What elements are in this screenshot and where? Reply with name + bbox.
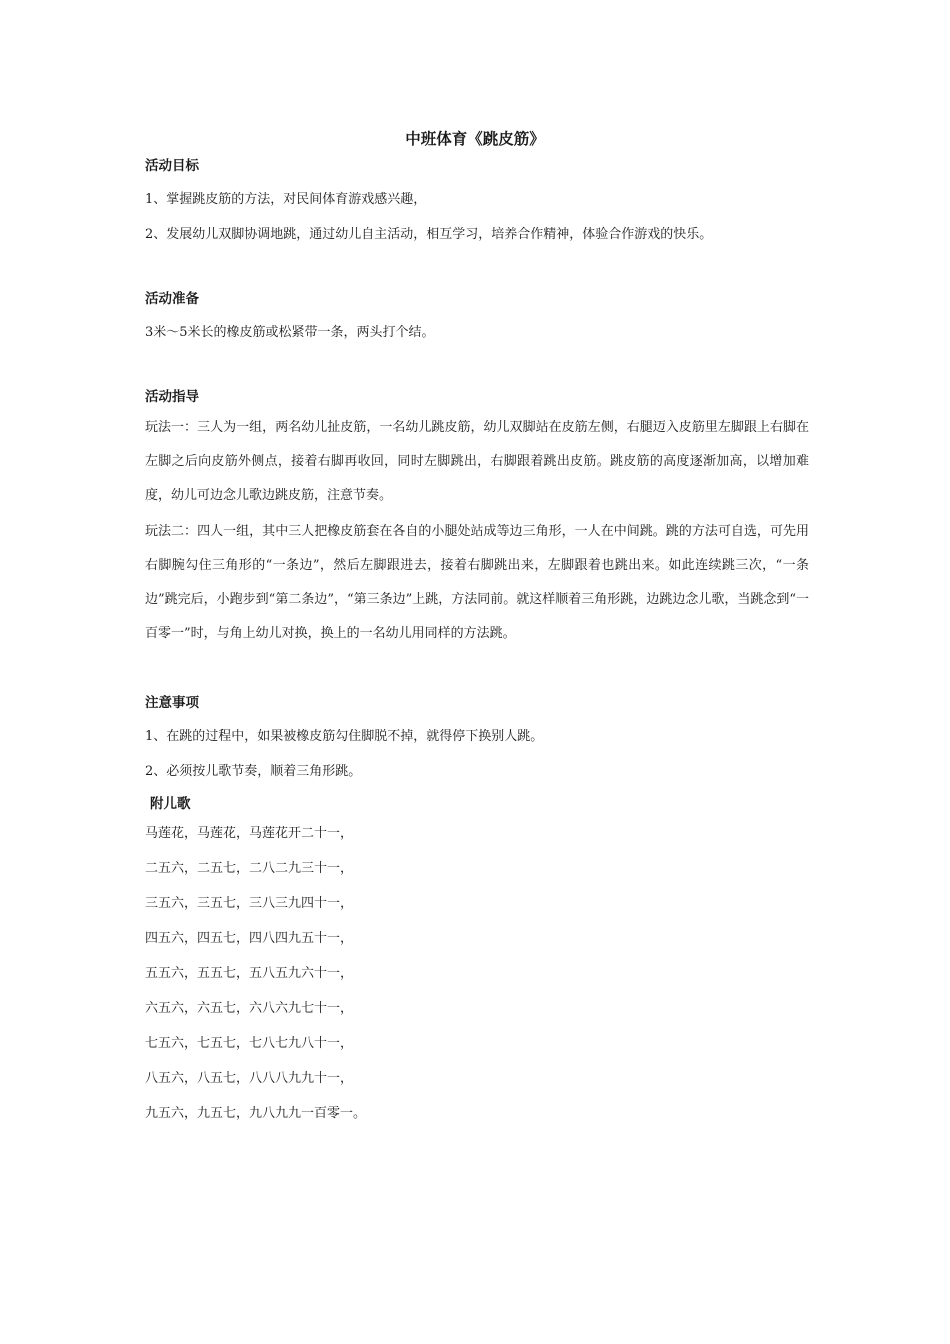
notes-heading: 注意事项 — [145, 695, 199, 711]
song-line: 马莲花，马莲花，马莲花开二十一， — [145, 826, 354, 841]
song-line: 五五六，五五七，五八五九六十一， — [145, 966, 354, 981]
goal-item-2: 2、发展幼儿双脚协调地跳，通过幼儿自主活动，相互学习，培养合作精神，体验合作游戏的快乐。 — [145, 227, 713, 242]
prep-heading: 活动准备 — [145, 291, 199, 307]
song-line: 九五六，九五七，九八九九一百零一。 — [145, 1106, 367, 1121]
song-line: 三五六，三五七，三八三九四十一， — [145, 896, 354, 911]
song-heading: 附儿歌 — [150, 796, 191, 812]
goal-item-1: 1、掌握跳皮筋的方法，对民间体育游戏感兴趣， — [145, 192, 427, 207]
guide-play-1: 玩法一：三人为一组，两名幼儿扯皮筋，一名幼儿跳皮筋，幼儿双脚站在皮筋左侧，右腿迈入皮筋里左脚跟上右脚在左脚之后向皮筋外侧点，接着右脚再收回，同时左脚跳出，右脚跟着跳出皮筋。跳皮筋的高度逐渐加高，以增加难度，幼儿可边念儿歌边跳皮筋，注意节奏。 — [145, 420, 809, 503]
page-title: 中班体育《跳皮筋》 — [405, 130, 545, 148]
goals-heading: 活动目标 — [145, 158, 199, 174]
song-line: 四五六，四五七，四八四九五十一， — [145, 931, 354, 946]
guide-heading: 活动指导 — [145, 389, 199, 405]
song-line: 七五六，七五七，七八七九八十一， — [145, 1036, 354, 1051]
guide-play-2: 玩法二：四人一组，其中三人把橡皮筋套在各自的小腿处站成等边三角形，一人在中间跳。跳的方法可自选，可先用右脚腕勾住三角形的“一条边”，然后左脚跟进去，接着右脚跳出来，左脚跟着也跳出来。如此连续跳三次，“一条边”跳完后，小跑步到“第二条边”，“第三条边”上跳，方法同前。就这样顺着三角形跳，边跳边念儿歌，当跳念到“一百零一”时，与角上幼儿对换，换上的一名幼儿用同样的方法跳。 — [145, 524, 809, 641]
note-item-1: 1、在跳的过程中，如果被橡皮筋勾住脚脱不掉，就得停下换别人跳。 — [145, 729, 544, 744]
song-lyrics — [145, 816, 366, 1131]
prep-text: 3米～5米长的橡皮筋或松紧带一条，两头打个结。 — [145, 325, 435, 340]
song-line: 六五六，六五七，六八六九七十一， — [145, 1001, 354, 1016]
song-line: 八五六，八五七，八八八九九十一， — [145, 1071, 354, 1086]
song-line: 二五六，二五七，二八二九三十一， — [145, 861, 354, 876]
note-item-2: 2、必须按儿歌节奏，顺着三角形跳。 — [145, 764, 362, 779]
